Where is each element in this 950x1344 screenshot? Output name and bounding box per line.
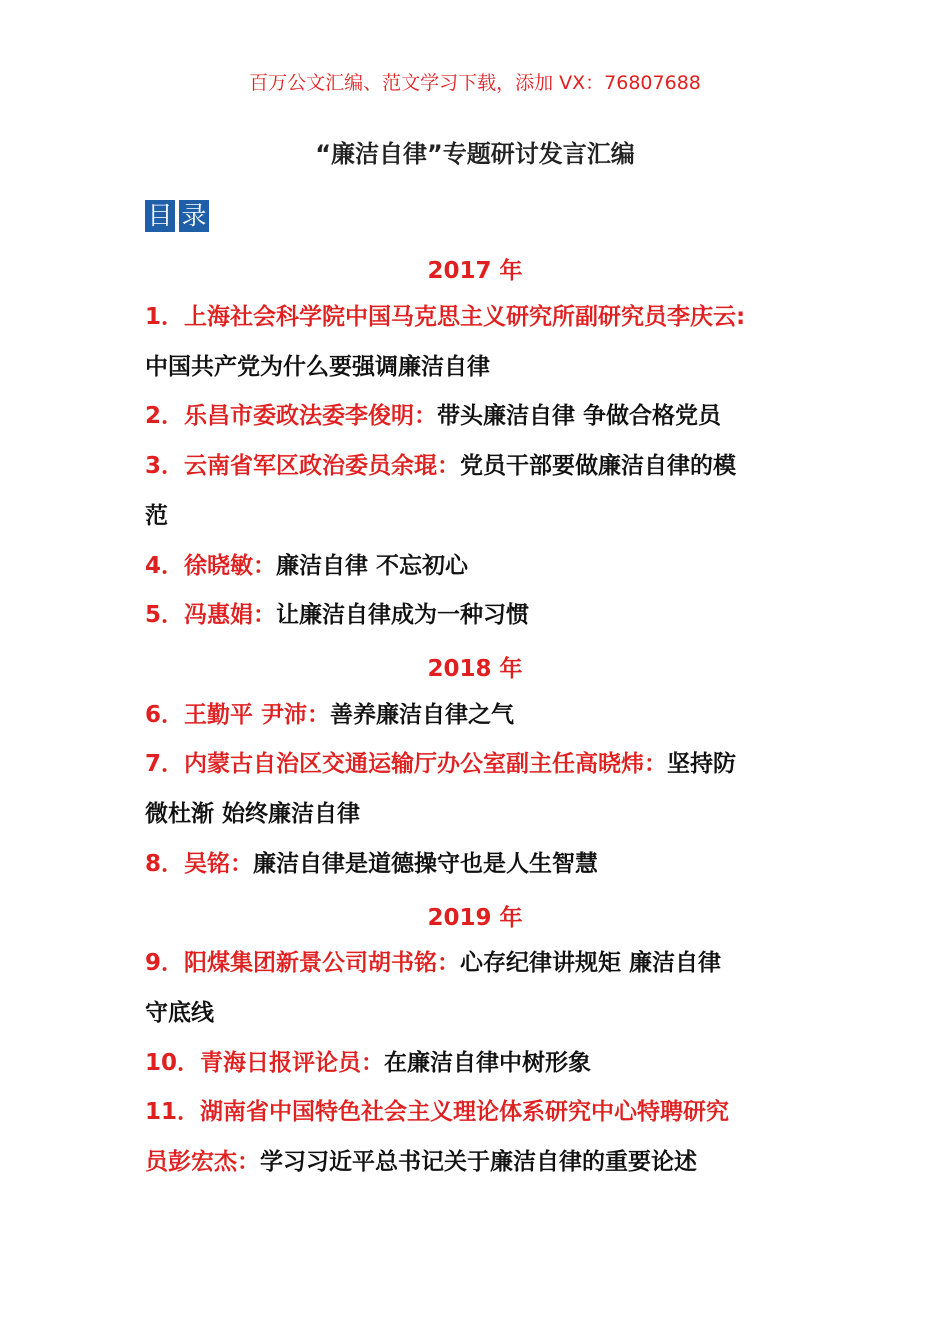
entry-title: 党员干部要做廉洁自律的模 <box>460 453 737 479</box>
toc-entry-3[interactable] <box>145 451 736 481</box>
entry-number: 5． <box>145 602 185 628</box>
entry-number: 4． <box>145 553 185 579</box>
entry-title: 廉洁自律 不忘初心 <box>276 553 469 579</box>
toc-entry-7[interactable] <box>145 749 736 779</box>
entry-number: 9． <box>145 950 185 976</box>
toc-entry-8[interactable] <box>145 849 598 879</box>
entry-title: 微杜渐 始终廉洁自律 <box>145 801 361 827</box>
entry-author: 云南省军区政治委员余琨： <box>184 453 461 479</box>
header-note: 百万公文汇编、范文学习下载，添加 VX：76807688 <box>249 72 701 94</box>
entry-title: 心存纪律讲规矩 廉洁自律 <box>460 950 722 976</box>
year-heading-2017: 2017 年 <box>427 258 523 284</box>
entry-number: 10． <box>145 1050 201 1076</box>
entry-author: 上海社会科学院中国马克思主义研究所副研究员李庆云: <box>184 304 746 330</box>
toc-entry-9-cont[interactable] <box>145 998 214 1028</box>
entry-title: 学习习近平总书记关于廉洁自律的重要论述 <box>260 1149 697 1175</box>
entry-number: 2． <box>145 403 185 429</box>
document-title: “廉洁自律”专题研讨发言汇编 <box>315 140 635 168</box>
entry-author: 青海日报评论员： <box>200 1050 385 1076</box>
toc-entry-4[interactable] <box>145 551 468 581</box>
entry-number: 6． <box>145 702 185 728</box>
entry-author: 阳煤集团新景公司胡书铭： <box>184 950 461 976</box>
toc-entry-10[interactable] <box>145 1048 591 1078</box>
toc-label-char: 录 <box>179 200 209 232</box>
entry-author: 内蒙古自治区交通运输厅办公室副主任高晓炜： <box>184 751 668 777</box>
toc-entry-6[interactable] <box>145 700 514 730</box>
entry-title: 范 <box>145 503 168 529</box>
toc-label <box>145 200 209 232</box>
toc-entry-5[interactable] <box>145 600 529 630</box>
entry-title: 善养廉洁自律之气 <box>330 702 515 728</box>
entry-author: 湖南省中国特色社会主义理论体系研究中心特聘研究 <box>200 1099 730 1125</box>
entry-title: 坚持防 <box>667 751 737 777</box>
entry-author: 王勤平 尹沛： <box>184 702 331 728</box>
toc-label-char: 目 <box>145 200 175 232</box>
entry-author: 乐昌市委政法委李俊明： <box>184 403 438 429</box>
entry-author: 冯惠娟： <box>184 602 277 628</box>
toc-entry-11-cont[interactable] <box>145 1147 697 1177</box>
entry-number: 1． <box>145 304 185 330</box>
entry-title: 带头廉洁自律 争做合格党员 <box>437 403 722 429</box>
toc-entry-2[interactable] <box>145 401 721 431</box>
entry-title: 中国共产党为什么要强调廉洁自律 <box>145 354 490 380</box>
entry-title: 让廉洁自律成为一种习惯 <box>276 602 530 628</box>
toc-entry-3-cont[interactable] <box>145 501 168 531</box>
entry-number: 8． <box>145 851 185 877</box>
year-heading-2018: 2018 年 <box>427 656 523 682</box>
entry-author: 吴铭： <box>184 851 254 877</box>
entry-author: 员彭宏杰： <box>145 1149 260 1175</box>
entry-title: 守底线 <box>145 1000 214 1026</box>
toc-entry-1[interactable] <box>145 302 745 332</box>
entry-number: 11． <box>145 1099 201 1125</box>
entry-number: 7． <box>145 751 185 777</box>
entry-title: 廉洁自律是道德操守也是人生智慧 <box>253 851 599 877</box>
entry-title: 在廉洁自律中树形象 <box>384 1050 592 1076</box>
toc-entry-9[interactable] <box>145 948 721 978</box>
toc-entry-1-cont[interactable] <box>145 352 490 382</box>
toc-entry-11[interactable] <box>145 1097 729 1127</box>
entry-author: 徐晓敏： <box>184 553 277 579</box>
entry-number: 3． <box>145 453 185 479</box>
year-heading-2019: 2019 年 <box>427 905 523 931</box>
toc-entry-7-cont[interactable] <box>145 799 360 829</box>
